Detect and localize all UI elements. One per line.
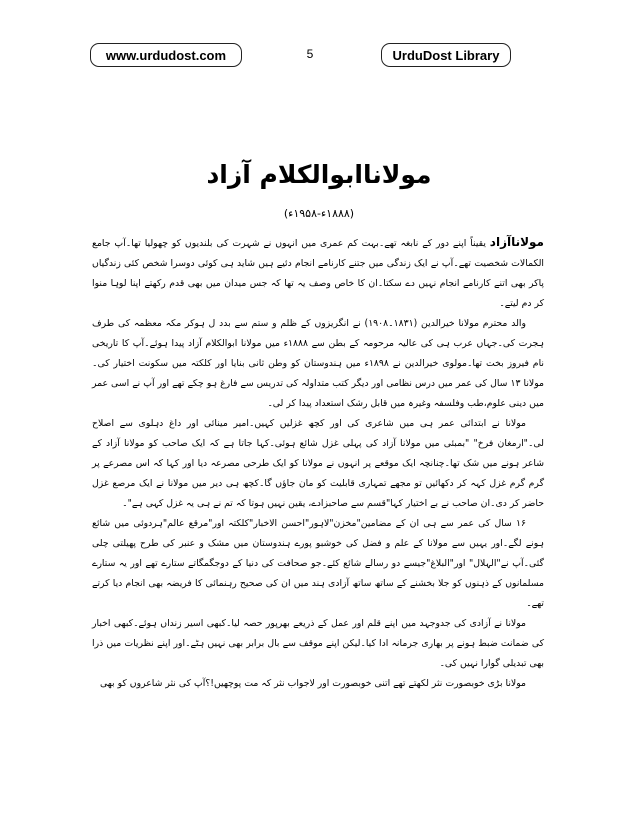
article-title: مولاناابوالکلام آزاد (206, 160, 432, 189)
library-name-badge: UrduDost Library (381, 43, 511, 67)
paragraph-intro (92, 232, 544, 314)
paragraph-text: یقیناً اپنے دور کے نابغہ تھے۔بہت کم عمری میں انہوں نے شہرت کی بلندیوں کو چھولیا تھا۔آپ جامع الکمالات شخصیت تھے۔آپ نے ایک زندگی میں جتنے کارنامے انجام دئیے ہیں شاید ہی کوئی دوسرا شخص کئی زندگیاں پاکر بھی اتنے کارنامے انجام نہیں دے سکتا۔ان کا خاص وصف یہ تھا کہ جس میدان میں بھی قدم رکھتے اپنا لوہا منوا کر دم لیتے۔ (92, 238, 544, 309)
intro-lead-name: مولاناآزاد (489, 235, 544, 249)
paragraph-journalism: ۱۶ سال کی عمر سے ہی ان کے مضامین"مخزن"لاہور"احسن الاخبار"کلکتہ اور"مرقع عالم"ہردوئی میں شائع ہونے لگے۔اور یہیں سے مولانا کے علم و فضل کی خوشبو پورے ہندوستان میں مشک و عنبر کی طرح پھیلتی چلی گئی۔آپ نے"الہلال" اور"البلاغ"جیسے دو رسالے شائع کئے۔جو صحافت کی دنیا کے دوجگمگاتے ستارے تھے اور یہ ستارے مسلمانوں کے ذہنوں کو جلا بخشنے کے ساتھ ساتھ آزادی ہند میں ان کی صحیح رہنمائی کا فریضہ بھی انجام دیا کرتے تھے۔ (92, 518, 544, 609)
paragraph-freedom-struggle: مولانا نے آزادی کی جدوجہد میں اپنے قلم اور عمل کے ذریعے بھرپور حصہ لیا۔کبھی اسیر زنداں ہوئے۔کبھی اخبار کی ضمانت ضبط ہونے پر بھاری جرمانہ ادا کیا۔لیکن اپنے موقف سے بال برابر بھی نہیں ہٹے۔اور اپنے نظریات میں ذرا بھی تبدیلی گوارا نہیں کی۔ (92, 618, 544, 669)
article-subtitle-dates: (۱۸۸۸ء-۱۹۵۸ء) (283, 207, 355, 220)
page-number: 5 (306, 47, 314, 61)
paragraph-early-life: والد محترم مولانا خیرالدین (۱۸۳۱۔۱۹۰۸) نے انگریزوں کے ظلم و ستم سے بدد ل ہوکر مکہ معظمہ کی طرف ہجرت کی۔جہاں عرب ہی کی عالیہ مرحومہ کے بطن سے ۱۸۸۸ء میں مولانا ابوالکلام آزاد پیدا ہوئے۔آپ کا تاریخی نام فیروز بخت تھا۔مولوی خیرالدین نے ۱۸۹۸ء میں ہندوستان کو وطن ثانی بنایا اور کلکتہ میں سکونت اختیار کی۔مولانا ۱۳ سال کی عمر میں درس نظامی اور دیگر کتب متداولہ کی تدریس سے فارغ ہو چکے تھے اور آپ نے اسی عمر میں دینی علوم،طب وفلسفہ وغیرہ میں قابل رشک استعداد پیدا کر لی۔ (92, 318, 544, 409)
paragraph-poetry: مولانا نے ابتدائی عمر ہی میں شاعری کی اور کچھ غزلیں کہیں۔امیر مینائی اور داغ دہلوی سے اصلاح لی۔"ارمغان فرخ" "بمبئی میں مولانا آزاد کی پہلی غزل شائع ہوئی۔کہا جاتا ہے کہ ایک صاحب کو مولانا آزاد کے شاعر ہونے میں شک تھا۔چنانچہ ایک موقعے پر انہوں نے مولانا کو ایک طرحی مصرعہ دیا اور کہا کہ اس مصرعے پر گرم گرم غزل کہہ کر دکھائیں تو مجھے تمہاری قابلیت کو مان جاؤں گا۔کچھ ہی دیر میں مولانا نے ایک مرصع غزل حاضر کر دی۔ان صاحب نے بے اختیار کہا"قسم سے صاحبزادے، یقین نہیں ہوتا کہ تم نے ہی یہ غزل کہی ہے"۔ (92, 418, 544, 509)
article-body (92, 232, 544, 694)
website-url-badge[interactable]: www.urdudost.com (90, 43, 242, 67)
paragraph-prose: مولانا بڑی خوبصورت نثر لکھتے تھے اتنی خوبصورت اور لاجواب نثر کہ مت پوچھیں!؟آپ کی نثر شاعروں کو بھی (100, 678, 526, 689)
